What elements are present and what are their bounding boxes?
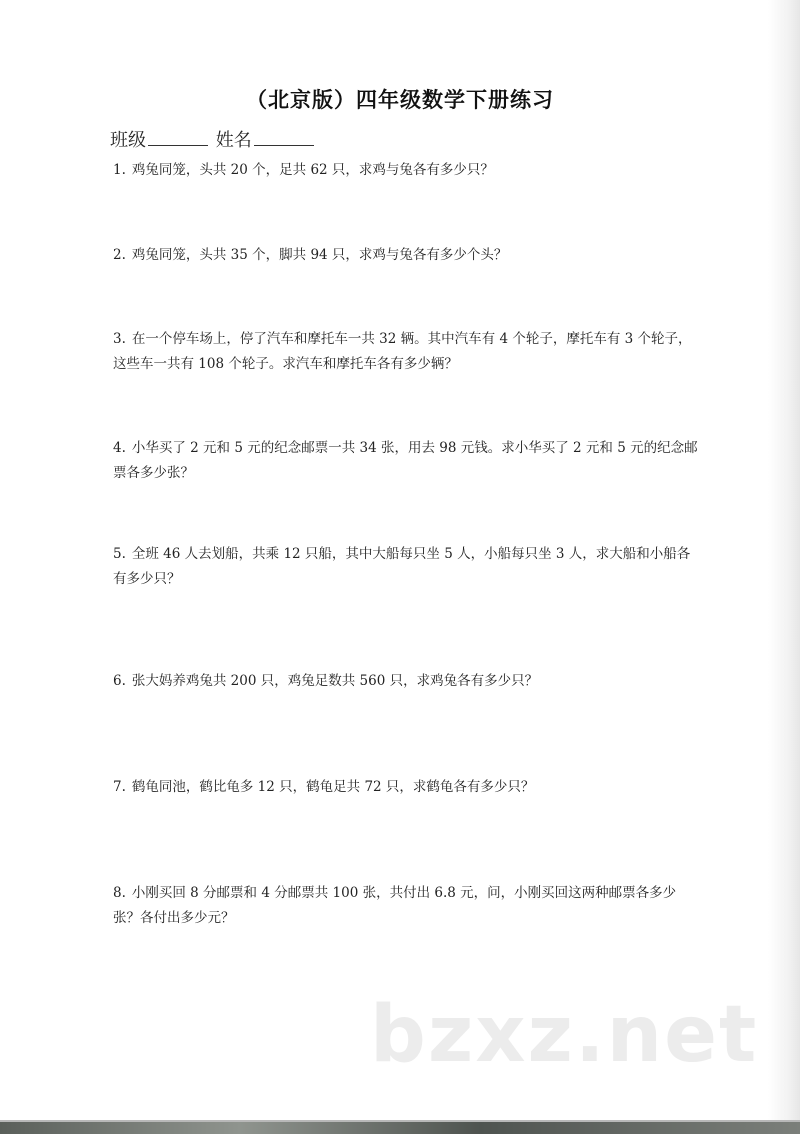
question-8 <box>113 881 703 931</box>
page-title: （北京版）四年级数学下册练习 <box>246 87 554 112</box>
question-text: 鹤龟同池，鹤比龟多 12 只，鹤龟足共 72 只，求鹤龟各有多少只？ <box>131 779 535 795</box>
question-number: 3. <box>113 331 126 347</box>
class-label: 班级 <box>110 130 146 151</box>
page-edge-shadow <box>768 0 800 1122</box>
question-text: 张大妈养鸡兔共 200 只，鸡兔足数共 560 只，求鸡兔各有多少只？ <box>131 673 539 689</box>
question-number: 4. <box>113 440 126 456</box>
question-text: 鸡兔同笼，头共 35 个，脚共 94 只，求鸡与兔各有多少个头？ <box>131 247 508 263</box>
question-number: 7. <box>113 779 126 795</box>
watermark: bzxz.net <box>370 990 759 1080</box>
name-label: 姓名 <box>215 130 252 151</box>
question-text: 全班 46 人去划船，共乘 12 只船，其中大船每只坐 5 人，小船每只坐 3 人，求大船和小船各有多少只？ <box>113 546 691 587</box>
question-1 <box>113 158 703 183</box>
page-bottom-strip <box>0 1122 800 1134</box>
question-5 <box>113 542 703 592</box>
question-text: 在一个停车场上，停了汽车和摩托车一共 32 辆。其中汽车有 4 个轮子，摩托车有 3 个轮子，这些车一共有 108 个轮子。求汽车和摩托车各有多少辆？ <box>113 331 692 372</box>
student-info-line <box>110 126 316 152</box>
question-2 <box>113 243 703 268</box>
question-4 <box>113 436 703 486</box>
question-number: 6. <box>113 673 126 689</box>
question-number: 5. <box>113 546 126 562</box>
name-blank <box>254 127 314 146</box>
class-blank <box>148 127 208 146</box>
question-3 <box>113 327 703 377</box>
question-6 <box>113 669 703 694</box>
question-number: 2. <box>113 247 126 263</box>
question-text: 小刚买回 8 分邮票和 4 分邮票共 100 张，共付出 6.8 元，问，小刚买回这两种邮票各多少张？各付出多少元？ <box>113 885 677 926</box>
question-number: 8. <box>113 885 126 901</box>
question-text: 鸡兔同笼，头共 20 个，足共 62 只，求鸡与兔各有多少只？ <box>131 162 494 178</box>
question-7 <box>113 775 703 800</box>
question-text: 小华买了 2 元和 5 元的纪念邮票一共 34 张，用去 98 元钱。求小华买了 2 元和 5 元的纪念邮票各多少张？ <box>113 440 698 481</box>
question-number: 1. <box>113 162 126 178</box>
